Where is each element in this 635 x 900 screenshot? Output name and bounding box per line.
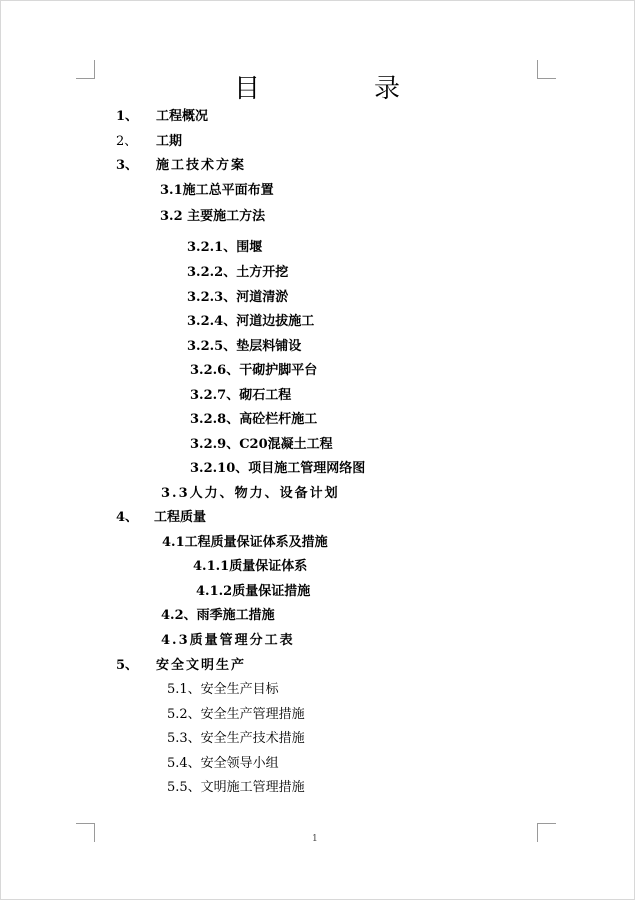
toc-entry-3-2-1[interactable]: 3.2.1、围堰 xyxy=(187,240,263,255)
toc-section-label: 安全文明生产 xyxy=(156,658,247,673)
toc-entry-3-2-9[interactable]: 3.2.9、C20混凝土工程 xyxy=(190,437,333,452)
toc-entry-3-3[interactable]: 3.3人力、物力、设备计划 xyxy=(161,486,340,501)
crop-mark-bottom-right xyxy=(537,823,556,842)
toc-entry-4-1[interactable]: 4.1工程质量保证体系及措施 xyxy=(162,535,328,550)
toc-entry-3-2-2[interactable]: 3.2.2、土方开挖 xyxy=(187,265,289,280)
toc-entry-3-2-6[interactable]: 3.2.6、干砌护脚平台 xyxy=(190,363,318,378)
toc-entry-3-2-10[interactable]: 3.2.10、项目施工管理网络图 xyxy=(190,461,366,476)
toc-entry-5-5[interactable]: 5.5、文明施工管理措施 xyxy=(167,780,305,795)
toc-entry-3-2-3[interactable]: 3.2.3、河道清淤 xyxy=(187,290,289,305)
toc-section-number: 1、 xyxy=(116,109,139,124)
toc-title-char-1: 目 xyxy=(234,74,261,104)
toc-entry-3-2-5[interactable]: 3.2.5、垫层料铺设 xyxy=(187,339,302,354)
toc-entry-4-3[interactable]: 4.3质量管理分工表 xyxy=(161,633,295,648)
toc-title-char-2: 录 xyxy=(374,74,401,104)
toc-entry-3-2-7[interactable]: 3.2.7、砌石工程 xyxy=(190,388,292,403)
toc-section-number: 5、 xyxy=(116,658,139,673)
toc-entry-4-2[interactable]: 4.2、雨季施工措施 xyxy=(161,608,275,623)
toc-entry-3-2-4[interactable]: 3.2.4、河道边拔施工 xyxy=(187,314,315,329)
toc-section-label: 工期 xyxy=(156,134,183,149)
toc-title xyxy=(0,72,635,106)
toc-section-number: 4、 xyxy=(116,510,139,525)
toc-section-label: 工程概况 xyxy=(156,109,209,124)
page-number: 1 xyxy=(312,834,318,844)
toc-entry-5-4[interactable]: 5.4、安全领导小组 xyxy=(167,756,279,771)
toc-entry-3-2-8[interactable]: 3.2.8、高砼栏杆施工 xyxy=(190,412,318,427)
toc-entry-5-1[interactable]: 5.1、安全生产目标 xyxy=(167,682,279,697)
crop-mark-bottom-left xyxy=(76,823,95,842)
toc-entry-3-2[interactable]: 3.2 主要施工方法 xyxy=(160,209,266,224)
toc-entry-5-2[interactable]: 5.2、安全生产管理措施 xyxy=(167,707,305,722)
toc-entry-4-1-1[interactable]: 4.1.1质量保证体系 xyxy=(193,559,308,574)
toc-entry-3-1[interactable]: 3.1施工总平面布置 xyxy=(160,183,274,198)
toc-entry-5-3[interactable]: 5.3、安全生产技术措施 xyxy=(167,731,305,746)
toc-section-label: 工程质量 xyxy=(154,510,207,525)
toc-entry-4-1-2[interactable]: 4.1.2质量保证措施 xyxy=(196,584,311,599)
toc-section-number: 2、 xyxy=(116,134,138,149)
toc-section-number: 3、 xyxy=(116,158,139,173)
toc-section-label: 施工技术方案 xyxy=(156,158,247,173)
